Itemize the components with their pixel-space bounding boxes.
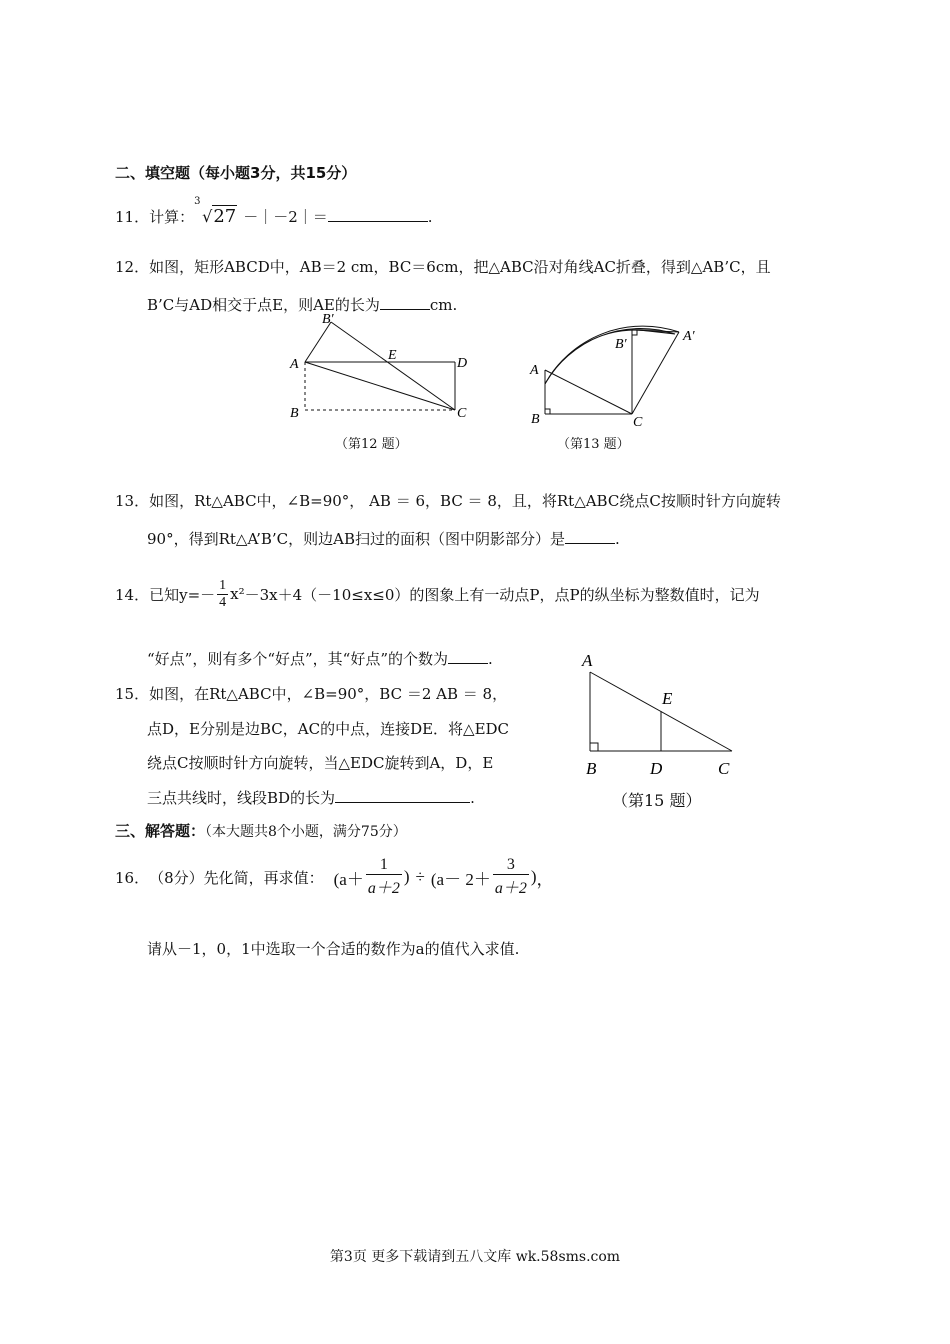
section-3-note: （本大题共8个小题，满分75分） bbox=[205, 824, 407, 840]
division-sign: ÷ bbox=[415, 867, 425, 886]
label-a: A bbox=[530, 363, 539, 378]
figure-12 bbox=[280, 305, 480, 430]
swept-area-shade bbox=[545, 328, 675, 384]
cube-root bbox=[194, 196, 237, 227]
label-d: D bbox=[650, 759, 663, 778]
figure-13 bbox=[525, 318, 705, 433]
q11-prefix: 计算： bbox=[149, 208, 195, 226]
q11-rest: －｜－2｜＝ bbox=[243, 208, 328, 226]
fraction-one-quarter bbox=[217, 578, 228, 611]
q14-x-squared: x² bbox=[230, 585, 245, 603]
question-13-line-1 bbox=[115, 490, 781, 511]
fraction-denominator: 4 bbox=[219, 594, 227, 610]
question-14-line-2 bbox=[147, 648, 493, 669]
q14-text: －3x＋4（－10≤x≤0）的图象上有一动点P，点P的纵坐标为整数值时，记为 bbox=[244, 585, 760, 604]
question-14-line-1 bbox=[115, 564, 760, 624]
question-number: 16． bbox=[115, 868, 150, 887]
fraction-numerator: 1 bbox=[379, 856, 388, 873]
label-b-prime: B′ bbox=[615, 337, 627, 352]
question-11 bbox=[115, 196, 433, 227]
segment-ab-prime bbox=[305, 322, 331, 362]
right-angle-mark-b bbox=[545, 409, 550, 414]
question-number: 14． bbox=[115, 585, 150, 604]
q16-prefix: （8分）先化简，再求值： bbox=[149, 868, 324, 887]
arc-outer bbox=[545, 326, 679, 384]
radical-sign-icon: √ bbox=[202, 207, 213, 226]
expr-part-2-close: ) bbox=[530, 867, 537, 886]
label-e: E bbox=[388, 348, 397, 363]
answer-blank bbox=[328, 207, 428, 222]
radicand: 27 bbox=[213, 206, 237, 227]
right-angle-mark bbox=[590, 743, 598, 751]
question-15-line-3: 绕点C按顺时针方向旋转，当△EDC旋转到A，D，E bbox=[147, 754, 494, 772]
figure-13-caption: （第13 题） bbox=[557, 437, 630, 452]
q15-end: . bbox=[470, 789, 475, 807]
fraction-2 bbox=[493, 856, 529, 898]
q13-text: 如图，Rt△ABC中，∠B=90°， AB ＝ 6，BC ＝ 8，且，将Rt△ABC绕点C按顺时针方向旋转 bbox=[149, 492, 781, 510]
fraction-1 bbox=[366, 856, 402, 898]
q11-end: . bbox=[427, 208, 433, 226]
question-number: 12． bbox=[115, 258, 150, 276]
section-3-title: 三、解答题： bbox=[115, 822, 206, 840]
question-12-line-1 bbox=[115, 256, 771, 277]
question-16-line-1 bbox=[115, 852, 554, 902]
radical-index: 3 bbox=[194, 196, 201, 207]
label-d: D bbox=[457, 356, 468, 371]
side-ac bbox=[545, 370, 632, 414]
figure-15 bbox=[578, 648, 748, 784]
expr-part-2-open: (a－ 2＋ bbox=[430, 869, 491, 889]
figure-12-caption: （第12 题） bbox=[335, 437, 408, 452]
fraction-denominator: a＋2 bbox=[493, 874, 529, 898]
label-b: B bbox=[531, 412, 540, 427]
page-footer: 第3页 更多下载请到五八文库 wk.58sms.com bbox=[329, 1249, 621, 1265]
segment-b-prime-c bbox=[331, 322, 455, 410]
q15-text-4: 三点共线时，线段BD的长为 bbox=[147, 789, 336, 807]
q12-text: 如图，矩形ABCD中，AB＝2 cm，BC＝6cm，把△ABC沿对角线AC折叠，得到△AB’C，且 bbox=[149, 258, 771, 276]
q16-expression bbox=[334, 856, 554, 898]
q14-prefix: 已知y=－ bbox=[149, 585, 216, 604]
label-b: B bbox=[290, 406, 299, 421]
question-15-line-1 bbox=[115, 683, 507, 704]
q15-text-1: 如图，在Rt△ABC中，∠B=90°，BC ＝2 AB ＝ 8， bbox=[149, 685, 508, 703]
q14-text-2: “好点”，则有多个“好点”，其“好点”的个数为 bbox=[147, 650, 449, 668]
fraction-denominator: a＋2 bbox=[366, 874, 402, 898]
label-a: A bbox=[290, 357, 299, 372]
fraction-numerator: 3 bbox=[506, 856, 515, 873]
question-13-line-2 bbox=[147, 528, 620, 549]
answer-blank bbox=[448, 649, 488, 664]
label-c: C bbox=[457, 406, 467, 421]
answer-blank bbox=[565, 529, 615, 544]
label-c: C bbox=[633, 415, 643, 430]
q13-end: . bbox=[614, 530, 620, 548]
expr-part-1-open: (a＋ bbox=[333, 869, 364, 889]
section-3-heading bbox=[115, 820, 407, 841]
q12-unit: cm. bbox=[429, 296, 458, 314]
figure-15-caption: （第15 题） bbox=[612, 791, 702, 810]
question-15-line-2: 点D，E分别是边BC，AC的中点，连接DE．将△EDC bbox=[147, 720, 510, 738]
question-number: 11． bbox=[115, 208, 150, 226]
section-2-heading: 二、填空题（每小题3分，共15分） bbox=[115, 164, 357, 182]
question-16-line-2: 请从－1，0，1中选取一个合适的数作为a的值代入求值. bbox=[147, 940, 520, 958]
question-number: 15． bbox=[115, 685, 150, 703]
label-c: C bbox=[718, 759, 730, 778]
expr-part-1-close: ) bbox=[403, 867, 410, 886]
label-e: E bbox=[662, 689, 673, 708]
question-15-line-4 bbox=[147, 787, 475, 808]
label-b-prime: B′ bbox=[322, 312, 334, 327]
label-b: B bbox=[586, 759, 597, 778]
q12-text-2: B’C与AD相交于点E，则AE的长为 bbox=[147, 296, 380, 314]
label-a-prime: A′ bbox=[683, 329, 695, 344]
q14-end: . bbox=[488, 650, 493, 668]
diagonal-ac bbox=[305, 362, 455, 410]
label-a: A bbox=[582, 651, 593, 670]
expr-comma: ， bbox=[536, 869, 554, 889]
answer-blank bbox=[335, 788, 470, 803]
question-number: 13． bbox=[115, 492, 150, 510]
fraction-numerator: 1 bbox=[219, 577, 227, 593]
q13-text-2: 90°，得到Rt△A’B’C，则边AB扫过的面积（图中阴影部分）是 bbox=[147, 530, 565, 548]
right-angle-mark-b-prime bbox=[632, 330, 637, 335]
side-a-prime-c bbox=[632, 332, 679, 414]
